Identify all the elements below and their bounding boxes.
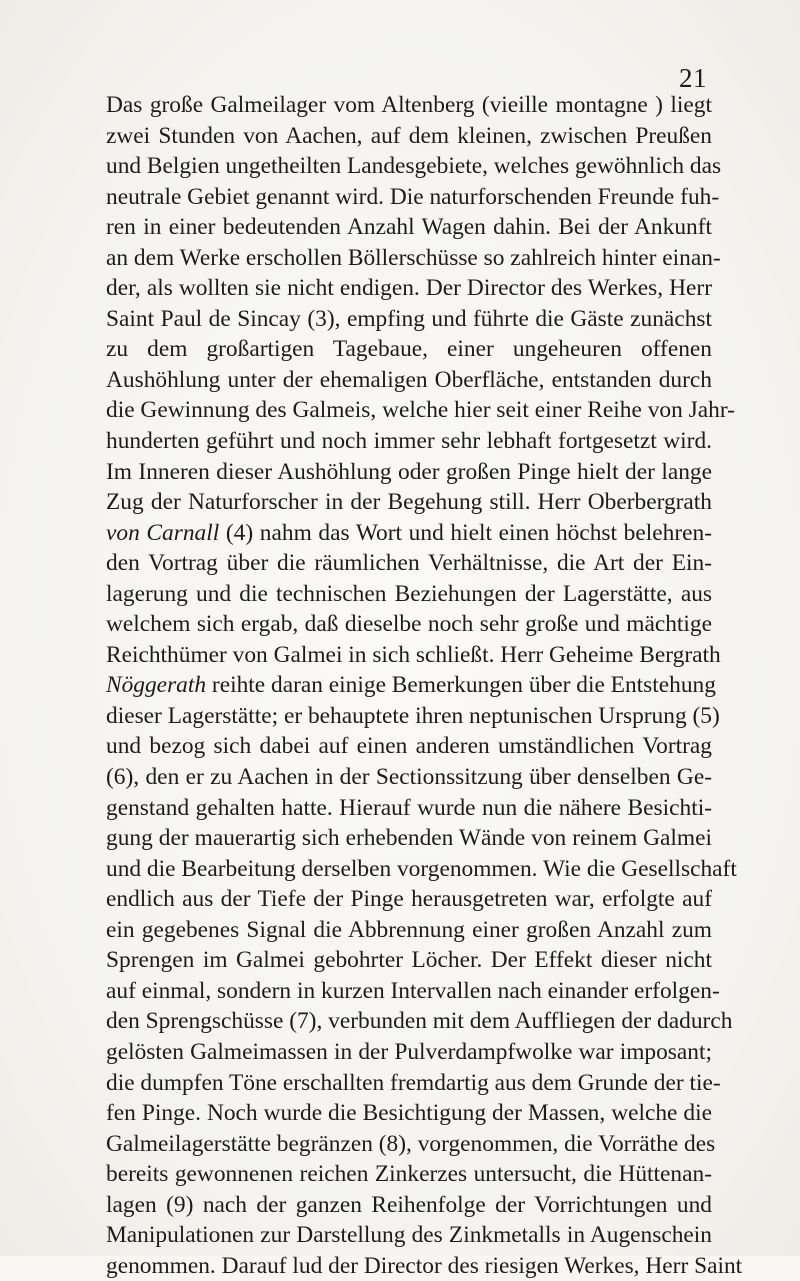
text-line bbox=[106, 151, 722, 182]
text-segment: die dumpfen Töne erschallten fremdartig aus dem Grunde der tie- bbox=[106, 1069, 721, 1096]
text-line bbox=[106, 640, 721, 671]
text-segment: dieser Lagerstätte; er behauptete ihren neptunischen Ursprung (5) bbox=[106, 702, 720, 729]
text-line bbox=[106, 1190, 712, 1221]
text-line bbox=[106, 395, 735, 426]
text-segment: endlich aus der Tiefe der Pinge herausgetreten war, erfolgte auf bbox=[106, 886, 712, 913]
text-segment: auf einmal, sondern in kurzen Intervallen nach einander erfolgen- bbox=[106, 977, 720, 1004]
text-segment: (4) nahm das Wort und hielt einen höchst belehren- bbox=[219, 519, 712, 546]
text-line bbox=[106, 243, 721, 274]
text-segment: an dem Werke erschollen Böllerschüsse so zahlreich hinter einan- bbox=[106, 244, 721, 271]
text-segment: lagen (9) nach der ganzen Reihenfolge der Vorrichtungen und bbox=[106, 1191, 712, 1218]
text-line bbox=[106, 426, 712, 457]
text-line bbox=[106, 304, 712, 335]
text-segment: zu dem großartigen Tagebaue, einer ungeheuren offenen bbox=[106, 336, 712, 363]
text-segment: Das große Galmeilager vom Altenberg (vieille montagne ) liegt bbox=[106, 92, 712, 118]
text-segment: Galmeilagerstätte begränzen (8), vorgenommen, die Vorräthe des bbox=[106, 1130, 716, 1157]
text-segment: Im Inneren dieser Aushöhlung oder großen Pinge hielt der lange bbox=[106, 458, 712, 485]
text-segment: gung der mauerartig sich erhebenden Wände von reinem Galmei bbox=[106, 825, 712, 852]
text-segment: die Gewinnung des Galmeis, welche hier seit einer Reihe von Jahr- bbox=[106, 397, 735, 424]
text-line bbox=[106, 762, 712, 793]
text-line bbox=[106, 212, 712, 243]
text-line bbox=[106, 182, 720, 213]
text-line bbox=[106, 548, 712, 579]
text-segment: genstand gehalten hatte. Hierauf wurde nun die nähere Besichti- bbox=[106, 794, 712, 821]
text-line bbox=[106, 1098, 712, 1129]
text-segment: gelösten Galmeimassen in der Pulverdampfwolke war imposant; bbox=[106, 1038, 712, 1065]
text-segment: Reichthümer von Galmei in sich schließt. Herr Geheime Bergrath bbox=[106, 641, 721, 668]
text-line bbox=[106, 365, 712, 396]
text-line bbox=[106, 1037, 712, 1068]
text-line bbox=[106, 487, 712, 518]
text-line bbox=[106, 976, 720, 1007]
italic-name: Nöggerath bbox=[106, 672, 207, 699]
text-line bbox=[106, 273, 712, 304]
text-segment: neutrale Gebiet genannt wird. Die naturforschenden Freunde fuh- bbox=[106, 183, 720, 210]
body-paragraph bbox=[106, 90, 743, 1281]
text-segment: ren in einer bedeutenden Anzahl Wagen dahin. Bei der Ankunft bbox=[106, 214, 712, 241]
text-line bbox=[106, 518, 712, 549]
text-line bbox=[106, 1006, 733, 1037]
italic-name: von Carnall bbox=[106, 519, 220, 546]
text-line bbox=[106, 793, 712, 824]
text-line bbox=[106, 1220, 712, 1251]
text-segment: Aushöhlung unter der ehemaligen Oberfläche, entstanden durch bbox=[106, 366, 712, 393]
text-line bbox=[106, 1129, 716, 1160]
text-segment: ein gegebenes Signal die Abbrennung einer großen Anzahl zum bbox=[106, 916, 712, 943]
text-line bbox=[106, 854, 737, 885]
text-segment: Sprengen im Galmei gebohrter Löcher. Der Effekt dieser nicht bbox=[106, 947, 712, 974]
text-line bbox=[106, 90, 712, 121]
text-segment: Manipulationen zur Darstellung des Zinkmetalls in Augenschein bbox=[106, 1222, 712, 1249]
text-segment: bereits gewonnenen reichen Zinkerzes untersucht, die Hüttenan- bbox=[106, 1161, 712, 1188]
text-line bbox=[106, 457, 712, 488]
text-line bbox=[106, 701, 720, 732]
text-line bbox=[106, 915, 712, 946]
text-segment: den Sprengschüsse (7), verbunden mit dem Auffliegen der dadurch bbox=[106, 1008, 733, 1035]
text-segment: und die Bearbeitung derselben vorgenommen. Wie die Gesellschaft bbox=[106, 855, 737, 882]
text-line bbox=[106, 945, 712, 976]
text-line bbox=[106, 670, 716, 701]
text-line bbox=[106, 579, 712, 610]
text-segment: und Belgien ungetheilten Landesgebiete, welches gewöhnlich das bbox=[106, 153, 722, 180]
text-line bbox=[106, 884, 712, 915]
page-number: 21 bbox=[679, 63, 707, 93]
text-segment: zwei Stunden von Aachen, auf dem kleinen, zwischen Preußen bbox=[106, 122, 712, 149]
text-line bbox=[106, 823, 712, 854]
text-line bbox=[106, 609, 712, 640]
text-line bbox=[106, 1159, 712, 1190]
text-segment: (6), den er zu Aachen in der Sectionssitzung über denselben Ge- bbox=[106, 764, 712, 791]
text-segment: Saint Paul de Sincay (3), empfing und führte die Gäste zunächst bbox=[106, 305, 712, 332]
text-segment: hunderten geführt und noch immer sehr lebhaft fortgesetzt wird. bbox=[106, 428, 712, 455]
text-line bbox=[106, 731, 712, 762]
text-segment: Zug der Naturforscher in der Begehung still. Herr Oberbergrath bbox=[106, 489, 712, 516]
text-segment: welchem sich ergab, daß dieselbe noch sehr große und mächtige bbox=[106, 611, 712, 638]
text-line bbox=[106, 1251, 743, 1281]
text-segment: und bezog sich dabei auf einen anderen umständlichen Vortrag bbox=[106, 733, 712, 760]
text-line bbox=[106, 1068, 721, 1099]
text-line bbox=[106, 334, 712, 365]
text-segment: reihte daran einige Bemerkungen über die Entstehung bbox=[206, 672, 716, 699]
text-line bbox=[106, 121, 712, 152]
text-segment: lagerung und die technischen Beziehungen der Lagerstätte, aus bbox=[106, 580, 712, 607]
text-segment: den Vortrag über die räumlichen Verhältnisse, die Art der Ein- bbox=[106, 550, 712, 577]
text-segment: genommen. Darauf lud der Director des riesigen Werkes, Herr Saint bbox=[106, 1252, 743, 1279]
text-segment: der, als wollten sie nicht endigen. Der Director des Werkes, Herr bbox=[106, 275, 712, 302]
text-segment: fen Pinge. Noch wurde die Besichtigung der Massen, welche die bbox=[106, 1100, 712, 1127]
